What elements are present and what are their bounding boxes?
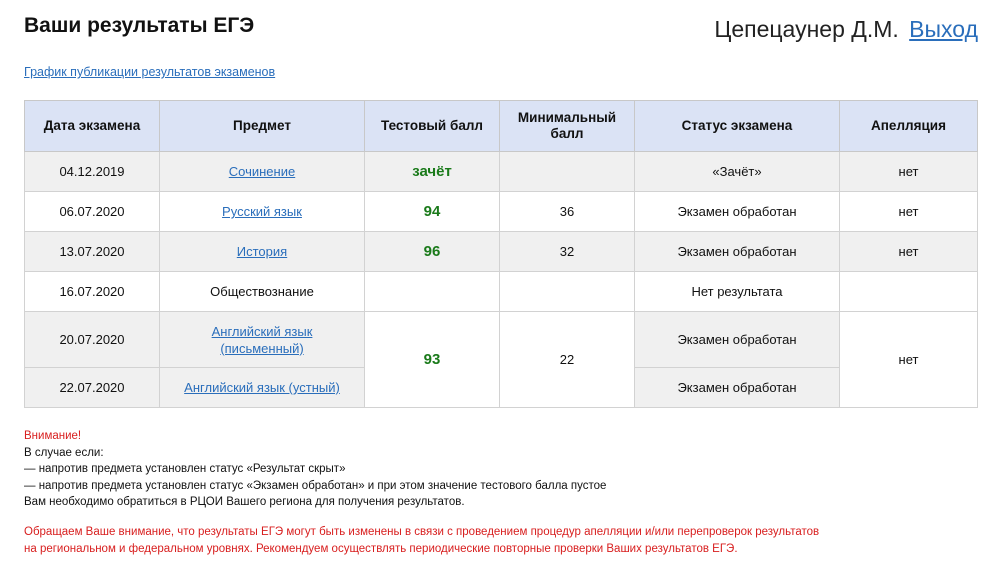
cell-score	[365, 272, 500, 312]
subject-link[interactable]: История	[236, 244, 288, 259]
cell-min-score: 32	[500, 232, 635, 272]
table-row	[25, 272, 978, 312]
subject-line1: Английский язык	[211, 323, 313, 339]
cell-date: 20.07.2020	[25, 312, 160, 368]
header-status: Статус экзамена	[635, 101, 840, 152]
notice-line: — напротив предмета установлен статус «Экзамен обработан» и при этом значение тестового балла пустое	[24, 479, 607, 492]
subject-link[interactable]: Русский язык	[222, 204, 302, 219]
table-row	[25, 152, 978, 192]
cell-appeal: нет	[840, 192, 978, 232]
subject-link[interactable]	[212, 324, 313, 356]
score-value: 96	[423, 243, 441, 260]
warning-block	[24, 524, 819, 558]
cell-status: Экзамен обработан	[635, 232, 840, 272]
notice-line: Вам необходимо обратиться в РЦОИ Вашего региона для получения результатов.	[24, 496, 465, 508]
cell-status: «Зачёт»	[635, 152, 840, 192]
header-date: Дата экзамена	[25, 101, 160, 152]
subject-link[interactable]: Сочинение	[228, 164, 296, 179]
score-value: 93	[423, 351, 441, 368]
cell-score	[365, 312, 500, 408]
cell-subject	[160, 232, 365, 272]
cell-score	[365, 192, 500, 232]
page-title: Ваши результаты ЕГЭ	[24, 14, 255, 37]
cell-min-score: 22	[500, 312, 635, 408]
cell-status: Экзамен обработан	[635, 312, 840, 368]
header-subject: Предмет	[160, 101, 365, 152]
cell-appeal: нет	[840, 312, 978, 408]
cell-date: 13.07.2020	[25, 232, 160, 272]
notice-block	[24, 428, 606, 511]
warning-line: Обращаем Ваше внимание, что результаты ЕГЭ могут быть изменены в связи с проведением процедур апелляции и/или перепроверок результатов	[24, 526, 820, 538]
logout-link[interactable]: Выход	[909, 16, 978, 42]
user-box	[714, 16, 978, 43]
cell-date: 06.07.2020	[25, 192, 160, 232]
cell-min-score	[500, 152, 635, 192]
cell-subject	[160, 312, 365, 368]
cell-min-score	[500, 272, 635, 312]
cell-subject	[160, 368, 365, 408]
header-score: Тестовый балл	[365, 101, 500, 152]
table-header-row	[25, 101, 978, 152]
cell-appeal: нет	[840, 152, 978, 192]
schedule-link[interactable]: График публикации результатов экзаменов	[24, 65, 276, 79]
cell-status: Экзамен обработан	[635, 368, 840, 408]
score-value: 94	[423, 203, 441, 220]
notice-attention: Внимание!	[24, 430, 82, 442]
cell-subject	[160, 152, 365, 192]
subject-line2: (письменный)	[220, 340, 304, 356]
notice-line: В случае если:	[24, 446, 104, 459]
table-row	[25, 312, 978, 368]
header-appeal: Апелляция	[840, 101, 978, 152]
cell-status: Нет результата	[635, 272, 840, 312]
cell-min-score: 36	[500, 192, 635, 232]
subject-link[interactable]: Английский язык (устный)	[184, 380, 340, 395]
table-row	[25, 192, 978, 232]
warning-line: на региональном и федеральном уровнях. Рекомендуем осуществлять периодические повторные проверки Ваших результатов ЕГЭ.	[24, 543, 738, 555]
header-min-score: Минимальный балл	[500, 101, 635, 152]
cell-date: 22.07.2020	[25, 368, 160, 408]
score-value: зачёт	[412, 163, 452, 180]
cell-score	[365, 232, 500, 272]
cell-subject	[160, 192, 365, 232]
cell-date: 04.12.2019	[25, 152, 160, 192]
cell-subject: Обществознание	[160, 272, 365, 312]
user-name: Цепецаунер Д.М.	[714, 16, 899, 42]
cell-score	[365, 152, 500, 192]
cell-appeal	[840, 272, 978, 312]
cell-date: 16.07.2020	[25, 272, 160, 312]
results-table	[24, 100, 978, 408]
cell-status: Экзамен обработан	[635, 192, 840, 232]
table-row	[25, 232, 978, 272]
cell-appeal: нет	[840, 232, 978, 272]
notice-line: — напротив предмета установлен статус «Результат скрыт»	[24, 463, 346, 475]
